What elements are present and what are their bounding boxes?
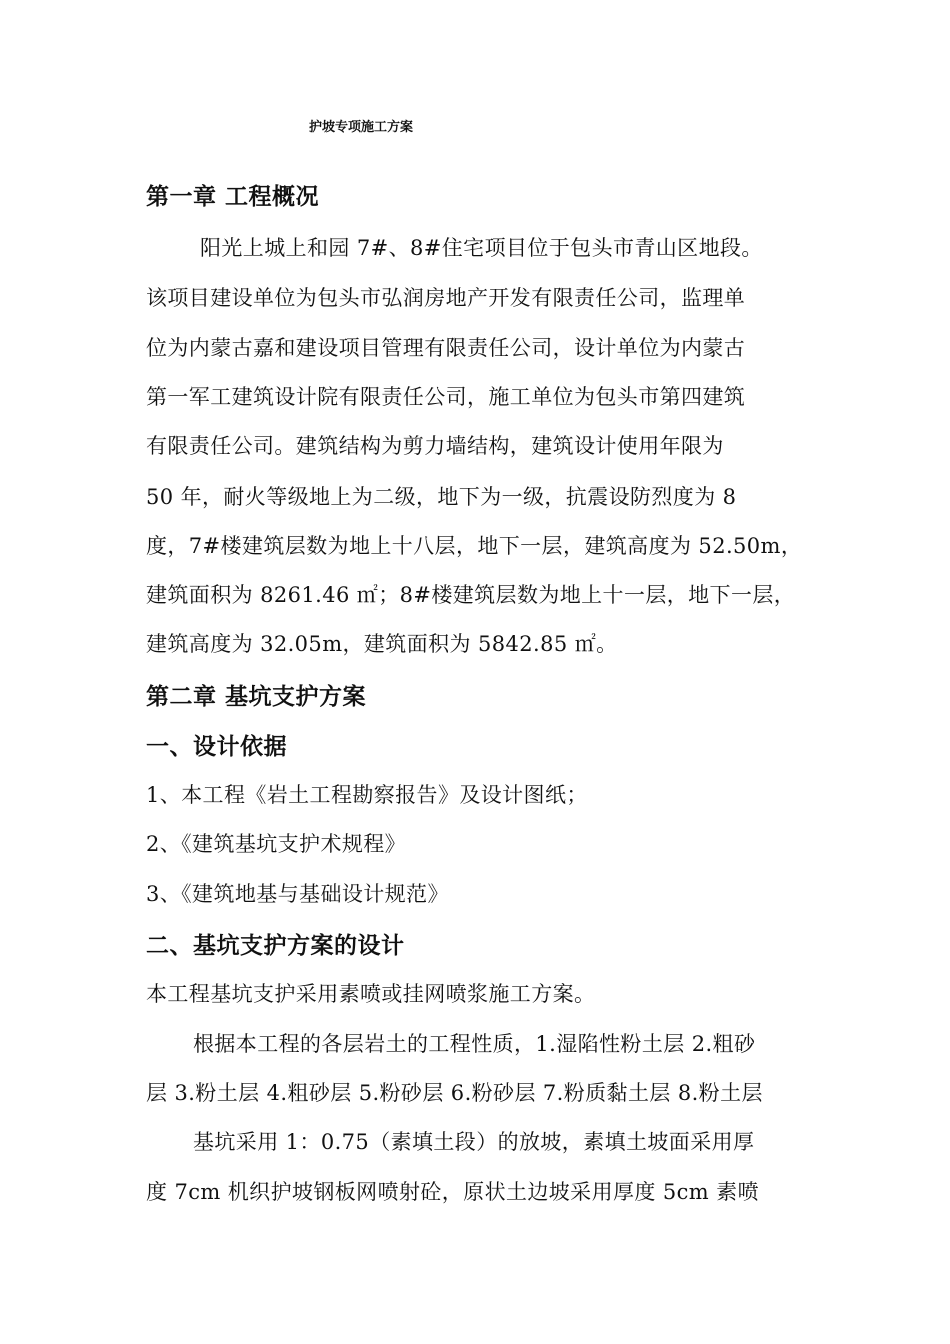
paragraph-line: 阳光上城上和园 7#、8#住宅项目位于包头市青山区地段。 — [200, 236, 763, 260]
paragraph-line: 50 年，耐火等级地上为二级，地下为一级，抗震设防烈度为 8 — [146, 485, 737, 509]
paragraph-line: 该项目建设单位为包头市弘润房地产开发有限责任公司，监理单 — [146, 286, 746, 310]
paragraph-line: 建筑面积为 8261.46 ㎡；8#楼建筑层数为地上十一层，地下一层， — [146, 583, 796, 607]
list-item: 3、《建筑地基与基础设计规范》 — [146, 882, 449, 906]
list-item: 1、本工程《岩土工程勘察报告》及设计图纸； — [146, 783, 588, 807]
paragraph-line: 位为内蒙古嘉和建设项目管理有限责任公司，设计单位为内蒙古 — [146, 336, 746, 360]
paragraph-line: 度，7#楼建筑层数为地上十八层，地下一层，建筑高度为 52.50m， — [146, 534, 803, 558]
paragraph-line: 度 7cm 机织护坡钢板网喷射砼，原状土边坡采用厚度 5cm 素喷 — [146, 1180, 759, 1204]
section-2-heading: 二、基坑支护方案的设计 — [146, 933, 405, 959]
chapter-2-heading: 第二章 基坑支护方案 — [146, 684, 367, 710]
paragraph-line: 层 3.粉土层 4.粗砂层 5.粉砂层 6.粉砂层 7.粉质黏土层 8.粉土层 — [146, 1081, 763, 1105]
chapter-1-heading: 第一章 工程概况 — [146, 184, 320, 210]
paragraph-line: 根据本工程的各层岩土的工程性质，1.湿陷性粉土层 2.粗砂 — [193, 1032, 756, 1056]
section-1-heading: 一、设计依据 — [146, 734, 287, 760]
paragraph-line: 第一军工建筑设计院有限责任公司，施工单位为包头市第四建筑 — [146, 385, 746, 409]
list-item: 2、《建筑基坑支护术规程》 — [146, 832, 407, 856]
paragraph-line: 建筑高度为 32.05m，建筑面积为 5842.85 ㎡。 — [146, 632, 618, 656]
paragraph-line: 基坑采用 1：0.75（素填土段）的放坡，素填土坡面采用厚 — [193, 1130, 755, 1154]
document-header-title: 护坡专项施工方案 — [309, 120, 414, 135]
paragraph-line: 有限责任公司。建筑结构为剪力墙结构，建筑设计使用年限为 — [146, 434, 724, 458]
paragraph-line: 本工程基坑支护采用素喷或挂网喷浆施工方案。 — [146, 982, 596, 1006]
